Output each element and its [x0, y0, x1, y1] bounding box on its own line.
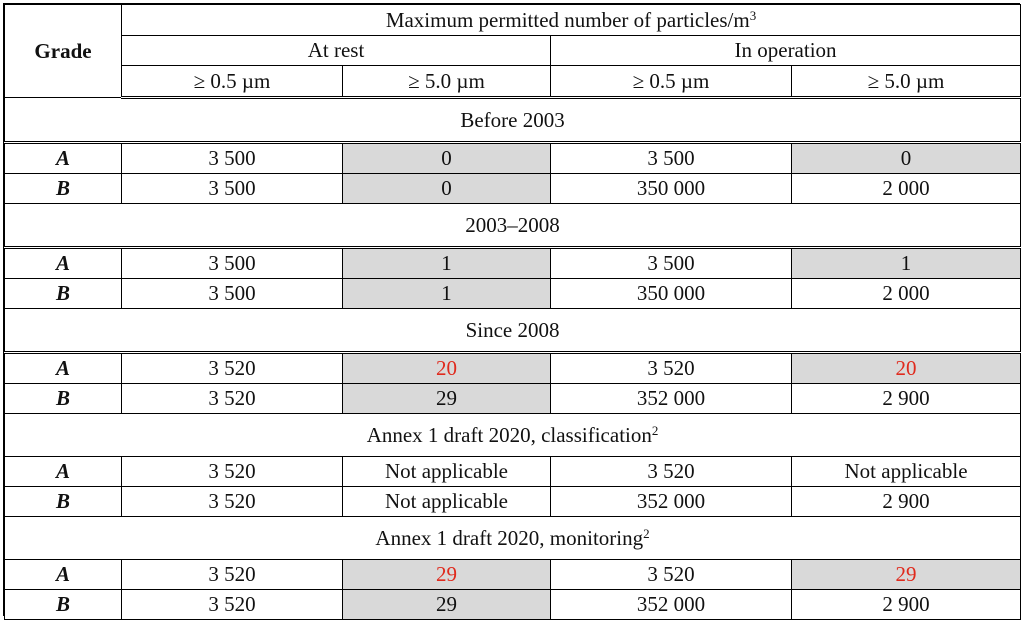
- table-row: [5, 487, 1021, 517]
- section-row: [5, 204, 1021, 248]
- section-row: [5, 414, 1021, 457]
- table-row: [5, 457, 1021, 487]
- section-title: [5, 204, 1021, 248]
- grade-cell: B: [5, 279, 122, 309]
- table-row: [5, 248, 1021, 279]
- rest-05-cell: 3 500: [122, 143, 343, 174]
- op-50-header: ≥ 5.0 µm: [792, 66, 1021, 98]
- grade-cell: A: [5, 248, 122, 279]
- op-05-header: ≥ 0.5 µm: [551, 66, 792, 98]
- section-title: [5, 414, 1021, 457]
- op-05-cell: 352 000: [551, 590, 792, 620]
- op-50-cell: 2 000: [792, 279, 1021, 309]
- op-05-cell: 3 520: [551, 457, 792, 487]
- rest-05-cell: 3 500: [122, 174, 343, 204]
- op-50-cell-highlighted: 29: [792, 560, 1021, 590]
- at-rest-header: At rest: [122, 36, 551, 66]
- op-05-cell: 3 520: [551, 353, 792, 384]
- rest-50-cell: 29: [343, 384, 551, 414]
- table-title-superscript: 3: [749, 7, 757, 23]
- op-50-cell-highlighted: 20: [792, 353, 1021, 384]
- section-title-text: 2003–2008: [465, 212, 560, 237]
- op-50-cell: 2 900: [792, 590, 1021, 620]
- header-row-3: [5, 66, 1021, 98]
- header-row-2: [5, 36, 1021, 66]
- table-row: [5, 174, 1021, 204]
- table-row: [5, 590, 1021, 620]
- op-50-cell: 2 000: [792, 174, 1021, 204]
- rest-50-cell-highlighted: 20: [343, 353, 551, 384]
- op-50-cell: 2 900: [792, 384, 1021, 414]
- section-title: [5, 98, 1021, 143]
- table-row: [5, 353, 1021, 384]
- section-row: [5, 517, 1021, 560]
- rest-50-cell: 29: [343, 590, 551, 620]
- op-05-cell: 3 520: [551, 560, 792, 590]
- rest-05-cell: 3 500: [122, 248, 343, 279]
- table-title-text: Maximum permitted number of particles/m: [385, 7, 750, 32]
- section-title-superscript: 2: [643, 525, 650, 541]
- op-50-cell: 1: [792, 248, 1021, 279]
- section-title-text: Annex 1 draft 2020, classification: [366, 422, 652, 447]
- op-05-cell: 352 000: [551, 384, 792, 414]
- rest-05-cell: 3 520: [122, 384, 343, 414]
- table-row: [5, 279, 1021, 309]
- section-title-superscript: 2: [651, 422, 659, 438]
- grade-cell: B: [5, 384, 122, 414]
- rest-50-cell: 1: [343, 248, 551, 279]
- op-05-cell: 350 000: [551, 279, 792, 309]
- op-50-cell: 0: [792, 143, 1021, 174]
- rest-05-header: ≥ 0.5 µm: [122, 66, 343, 98]
- grade-cell: B: [5, 590, 122, 620]
- table-row: [5, 560, 1021, 590]
- particle-limits-table-container: [3, 3, 1020, 616]
- section-title: [5, 309, 1021, 353]
- rest-50-cell: 0: [343, 143, 551, 174]
- grade-header: Grade: [5, 5, 122, 98]
- grade-cell: B: [5, 174, 122, 204]
- rest-05-cell: 3 520: [122, 457, 343, 487]
- particle-limits-table: [4, 4, 1021, 620]
- section-row: [5, 309, 1021, 353]
- section-title-text: Annex 1 draft 2020, monitoring: [375, 525, 644, 550]
- grade-cell: A: [5, 353, 122, 384]
- table-title: [122, 5, 1021, 36]
- op-05-cell: 350 000: [551, 174, 792, 204]
- table-row: [5, 143, 1021, 174]
- grade-cell: B: [5, 487, 122, 517]
- op-05-cell: 352 000: [551, 487, 792, 517]
- section-title-text: Before 2003: [460, 107, 565, 132]
- rest-50-cell-highlighted: 29: [343, 560, 551, 590]
- rest-05-cell: 3 520: [122, 353, 343, 384]
- rest-50-cell: Not applicable: [343, 457, 551, 487]
- rest-05-cell: 3 520: [122, 560, 343, 590]
- rest-50-cell: 1: [343, 279, 551, 309]
- rest-50-cell: Not applicable: [343, 487, 551, 517]
- rest-05-cell: 3 520: [122, 487, 343, 517]
- header-row-1: [5, 5, 1021, 36]
- section-title: [5, 517, 1021, 560]
- section-title-text: Since 2008: [465, 317, 560, 342]
- op-05-cell: 3 500: [551, 248, 792, 279]
- table-row: [5, 384, 1021, 414]
- op-50-cell: 2 900: [792, 487, 1021, 517]
- rest-50-cell: 0: [343, 174, 551, 204]
- section-row: [5, 98, 1021, 143]
- rest-05-cell: 3 500: [122, 279, 343, 309]
- in-operation-header: In operation: [551, 36, 1021, 66]
- rest-50-header: ≥ 5.0 µm: [343, 66, 551, 98]
- rest-05-cell: 3 520: [122, 590, 343, 620]
- op-05-cell: 3 500: [551, 143, 792, 174]
- grade-cell: A: [5, 457, 122, 487]
- op-50-cell: Not applicable: [792, 457, 1021, 487]
- grade-cell: A: [5, 143, 122, 174]
- grade-cell: A: [5, 560, 122, 590]
